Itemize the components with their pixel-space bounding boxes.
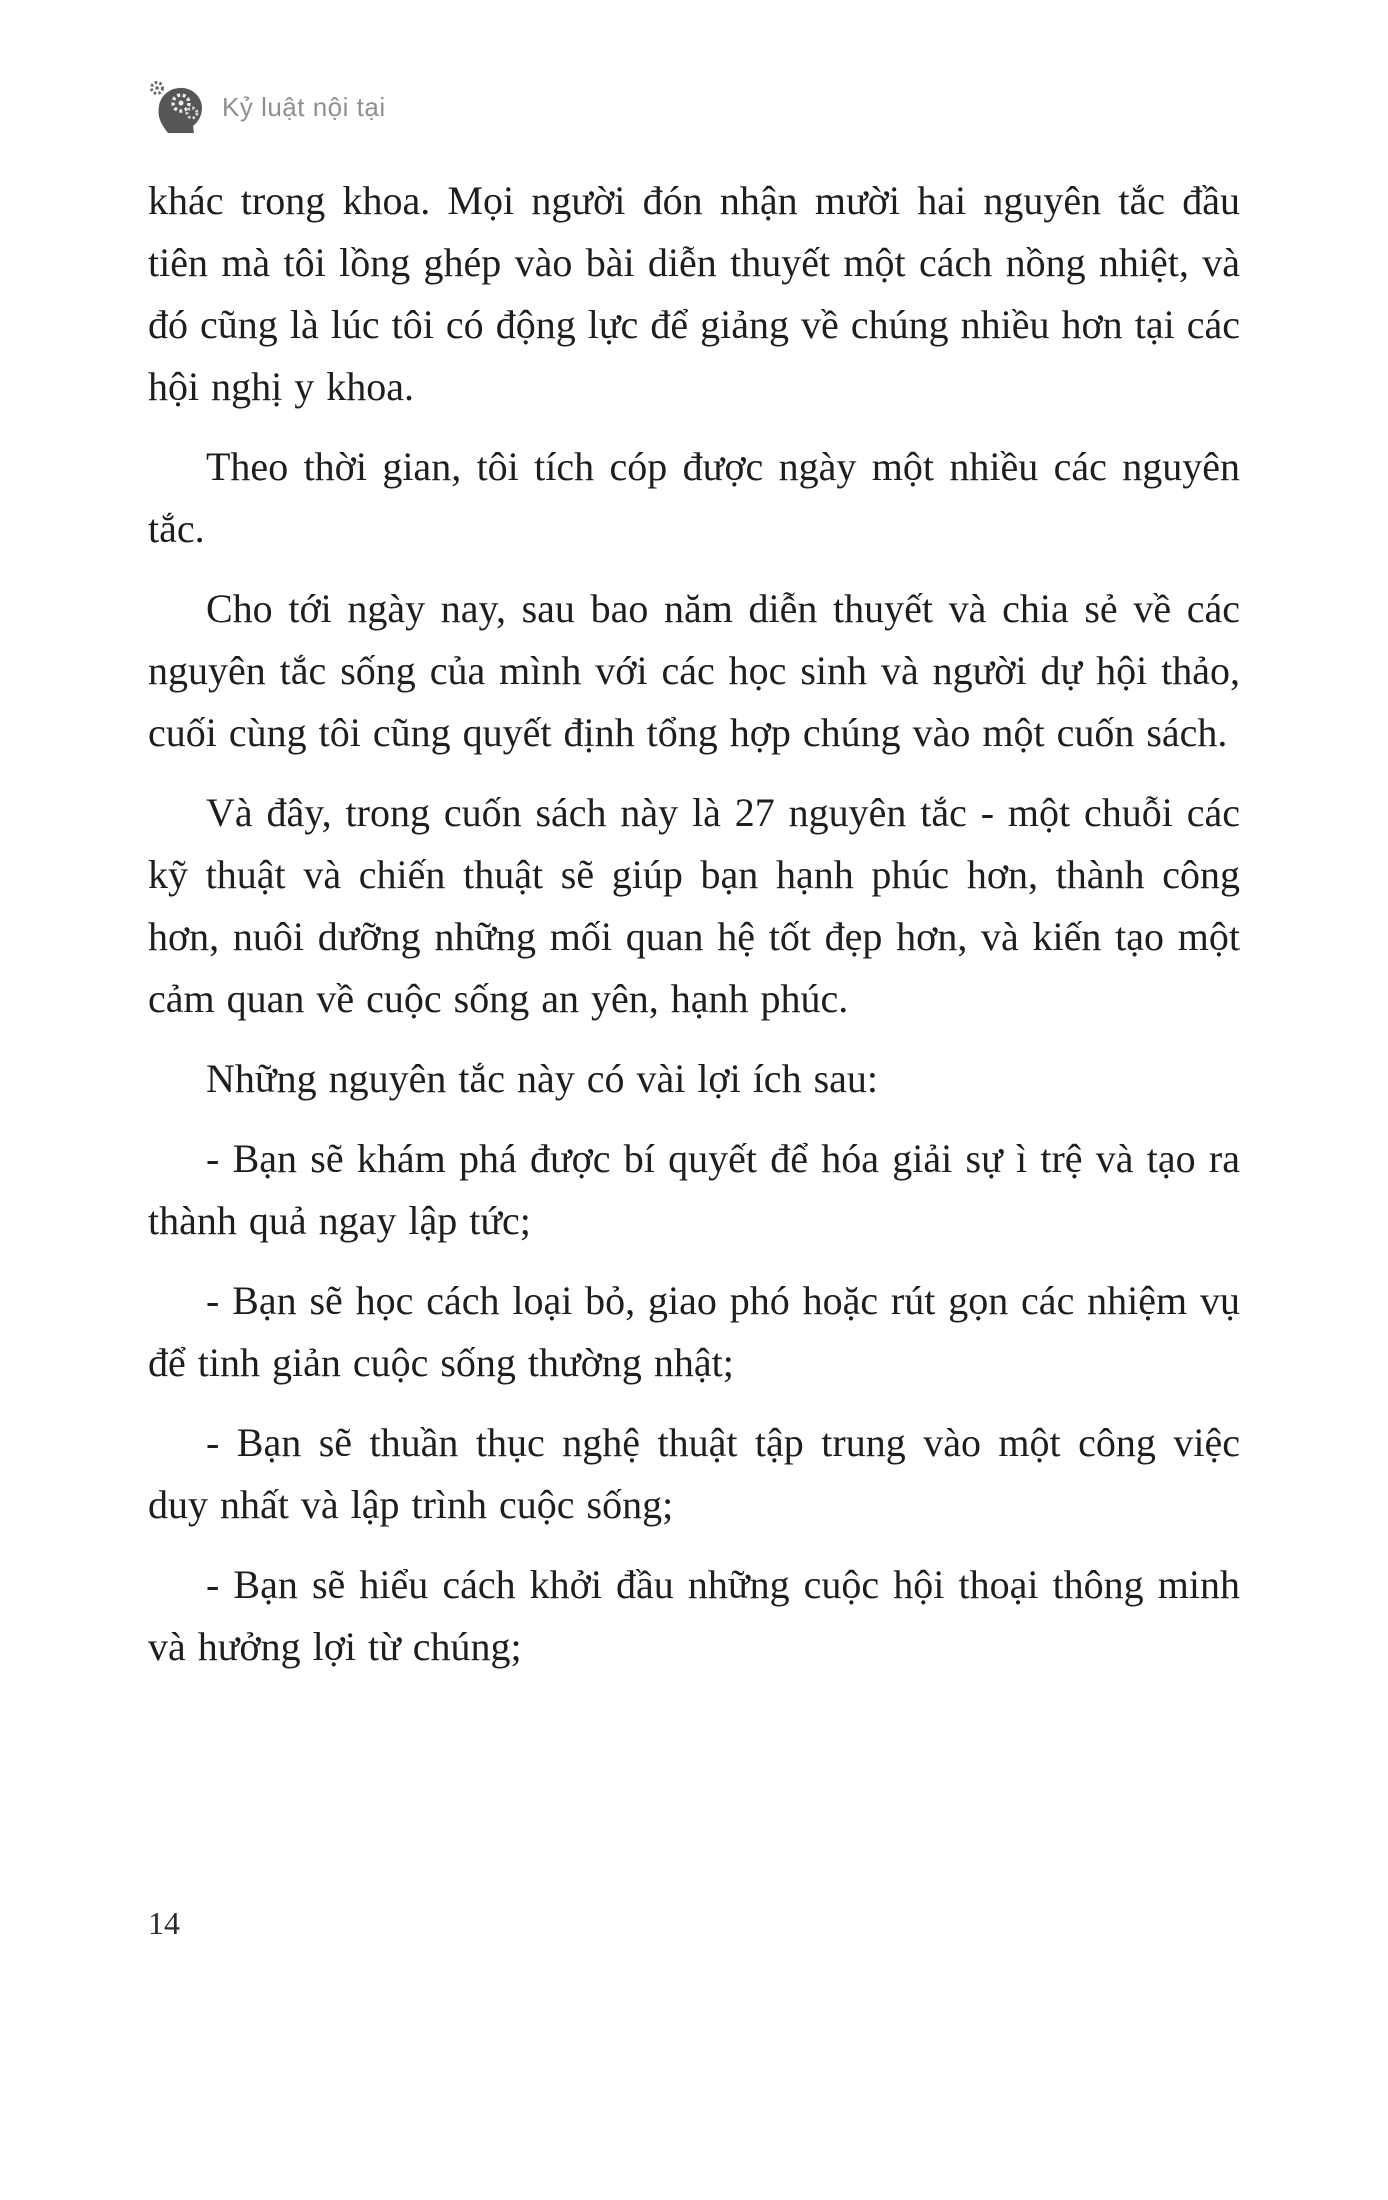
paragraph: Và đây, trong cuốn sách này là 27 nguyên tắc - một chuỗi các kỹ thuật và chiến thuật sẽ giúp bạn hạnh phúc hơn, thành công hơn, nuôi dưỡng những mối quan hệ tốt đẹp hơn, và kiến tạo một cảm quan về cuộc sống an yên, hạnh phúc. [148, 790, 1240, 1021]
page-number: 14 [148, 1905, 180, 1941]
list-item-paragraph: - Bạn sẽ thuần thục nghệ thuật tập trung vào một công việc duy nhất và lập trình cuộc sống; [148, 1420, 1240, 1527]
page-header [148, 78, 1240, 136]
paragraph: Cho tới ngày nay, sau bao năm diễn thuyết và chia sẻ về các nguyên tắc sống của mình với các học sinh và người dự hội thảo, cuối cùng tôi cũng quyết định tổng hợp chúng vào một cuốn sách. [148, 586, 1240, 755]
list-item-paragraph: - Bạn sẽ khám phá được bí quyết để hóa giải sự ì trệ và tạo ra thành quả ngay lập tức; [148, 1136, 1240, 1243]
paragraph: Theo thời gian, tôi tích cóp được ngày một nhiều các nguyên tắc. [148, 444, 1240, 551]
list-item-paragraph: - Bạn sẽ học cách loại bỏ, giao phó hoặc rút gọn các nhiệm vụ để tinh giản cuộc sống thường nhật; [148, 1278, 1240, 1385]
paragraph: khác trong khoa. Mọi người đón nhận mười hai nguyên tắc đầu tiên mà tôi lồng ghép vào bài diễn thuyết một cách nồng nhiệt, và đó cũng là lúc tôi có động lực để giảng về chúng nhiều hơn tại các hội nghị y khoa. [148, 178, 1240, 409]
paragraph: Những nguyên tắc này có vài lợi ích sau: [206, 1056, 878, 1101]
list-item-paragraph: - Bạn sẽ hiểu cách khởi đầu những cuộc hội thoại thông minh và hưởng lợi từ chúng; [148, 1562, 1240, 1669]
page-body [148, 170, 1240, 1678]
head-gears-icon [148, 79, 206, 135]
running-head-title: Kỷ luật nội tại [222, 91, 386, 122]
